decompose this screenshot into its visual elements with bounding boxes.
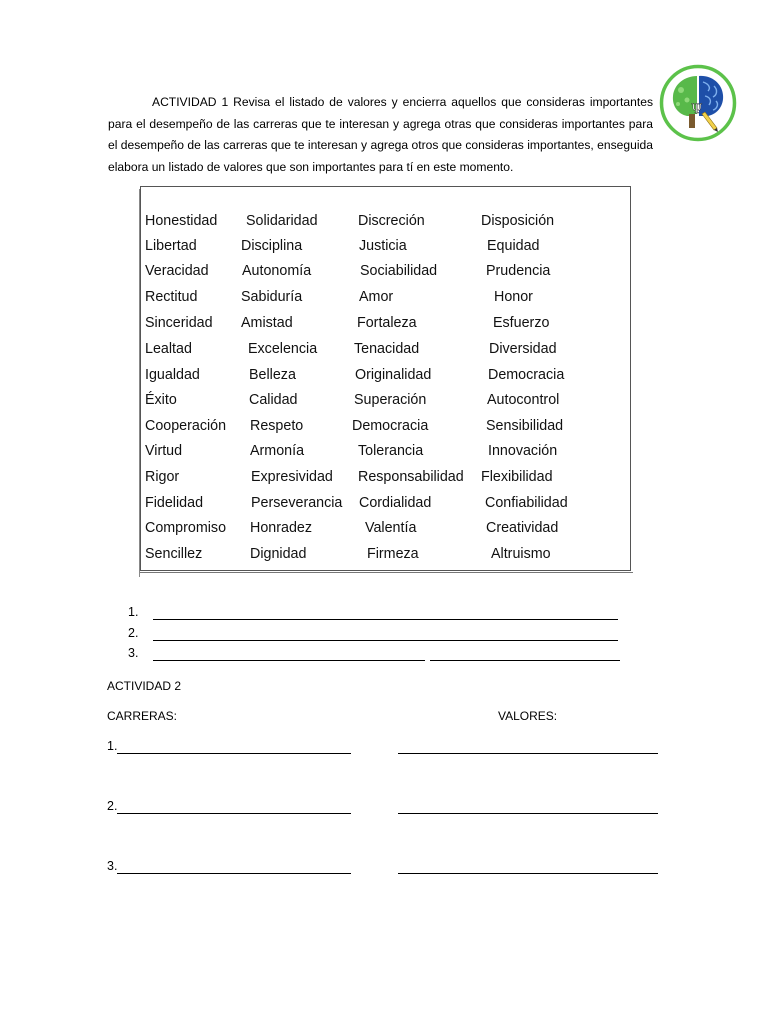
value-word[interactable]: Solidaridad: [246, 213, 318, 229]
value-word[interactable]: Democracia: [488, 367, 565, 383]
value-word[interactable]: Libertad: [145, 238, 197, 254]
value-word[interactable]: Sabiduría: [241, 289, 303, 305]
value-word[interactable]: Valentía: [365, 520, 417, 536]
value-word[interactable]: Tolerancia: [358, 443, 424, 459]
list-item: [128, 605, 628, 626]
activity-1-instructions: [108, 92, 653, 178]
value-word[interactable]: Excelencia: [248, 341, 318, 357]
value-word[interactable]: Sociabilidad: [360, 263, 438, 279]
intro-line: enseguida elabora un listado de valores que son importantes para tí en este momento.: [108, 138, 653, 174]
value-word[interactable]: Amor: [359, 289, 394, 305]
value-word[interactable]: Creatividad: [486, 520, 559, 536]
value-word[interactable]: Superación: [354, 392, 427, 408]
row-number: 2.: [107, 799, 118, 813]
value-word[interactable]: Disposición: [481, 213, 555, 229]
answer-line[interactable]: [153, 660, 425, 661]
value-word[interactable]: Honradez: [250, 520, 312, 536]
value-word[interactable]: Fidelidad: [145, 495, 204, 511]
value-word[interactable]: Honor: [494, 289, 533, 305]
value-word[interactable]: Lealtad: [145, 341, 192, 357]
value-word[interactable]: Rectitud: [145, 289, 198, 305]
numbered-list: [128, 605, 628, 667]
svg-text:Ψ: Ψ: [691, 102, 703, 117]
value-word[interactable]: Discreción: [358, 213, 425, 229]
value-word[interactable]: Expresividad: [251, 469, 333, 485]
value-word[interactable]: Disciplina: [241, 238, 303, 254]
row-number: 3.: [107, 859, 118, 873]
value-word[interactable]: Igualdad: [145, 367, 200, 383]
answer-line[interactable]: [153, 619, 618, 620]
value-word[interactable]: Armonía: [250, 443, 305, 459]
value-word[interactable]: Flexibilidad: [481, 469, 553, 485]
value-word[interactable]: Calidad: [249, 392, 298, 408]
value-word[interactable]: Innovación: [488, 443, 558, 459]
value-word[interactable]: Esfuerzo: [493, 315, 550, 331]
value-word[interactable]: Firmeza: [367, 546, 419, 562]
value-word[interactable]: Belleza: [249, 367, 296, 383]
psychology-logo-icon: [659, 64, 737, 142]
value-word[interactable]: Honestidad: [145, 213, 218, 229]
value-word[interactable]: Diversidad: [489, 341, 557, 357]
value-word[interactable]: Responsabilidad: [358, 469, 464, 485]
value-word[interactable]: Éxito: [145, 392, 177, 408]
valores-heading: VALORES:: [498, 709, 558, 723]
values-line[interactable]: [398, 753, 658, 754]
answer-line[interactable]: [430, 660, 620, 661]
intro-line: para el desempeño de las carreras que te interesan y agrega otras que consideras importantes: [108, 116, 629, 131]
value-word[interactable]: Originalidad: [355, 367, 432, 383]
value-word[interactable]: Virtud: [145, 443, 183, 459]
intro-line: ACTIVIDAD 1 Revisa el listado de valores y encierra aquellos que consideras importantes: [152, 95, 653, 109]
value-word[interactable]: Sinceridad: [145, 315, 213, 331]
career-line[interactable]: [117, 873, 351, 874]
value-word[interactable]: Autonomía: [242, 263, 312, 279]
row-number: 1.: [107, 739, 118, 753]
activity-2-title: ACTIVIDAD 2: [107, 679, 182, 693]
value-word[interactable]: Dignidad: [250, 546, 307, 562]
value-word[interactable]: Respeto: [250, 418, 304, 434]
value-word[interactable]: Justicia: [359, 238, 407, 254]
value-word[interactable]: Democracia: [352, 418, 429, 434]
career-row: [107, 799, 667, 819]
value-word[interactable]: Rigor: [145, 469, 180, 485]
values-line[interactable]: [398, 873, 658, 874]
intro-line: para el desempeño de las carreras que te interesan y agrega otros que consideras importantes,: [108, 116, 653, 152]
answer-line[interactable]: [153, 640, 618, 641]
carreras-heading: CARRERAS:: [107, 709, 178, 723]
career-line[interactable]: [117, 813, 351, 814]
list-number: 3.: [128, 646, 139, 660]
value-word[interactable]: Sencillez: [145, 546, 203, 562]
career-row: [107, 739, 667, 759]
value-word[interactable]: Equidad: [487, 238, 540, 254]
value-word[interactable]: Amistad: [241, 315, 293, 331]
value-word[interactable]: Compromiso: [145, 520, 227, 536]
value-word[interactable]: Cooperación: [145, 418, 227, 434]
value-word[interactable]: Autocontrol: [487, 392, 560, 408]
list-number: 1.: [128, 605, 139, 619]
value-word[interactable]: Sensibilidad: [486, 418, 564, 434]
values-line[interactable]: [398, 813, 658, 814]
list-item: [128, 626, 628, 647]
value-word[interactable]: Veracidad: [145, 263, 209, 279]
career-line[interactable]: [117, 753, 351, 754]
value-word[interactable]: Altruismo: [491, 546, 551, 562]
career-row: [107, 859, 667, 879]
list-item: [128, 646, 628, 667]
value-word[interactable]: Fortaleza: [357, 315, 417, 331]
list-number: 2.: [128, 625, 139, 640]
value-word[interactable]: Prudencia: [486, 263, 551, 279]
value-word[interactable]: Cordialidad: [359, 495, 432, 511]
value-word[interactable]: Perseverancia: [251, 495, 343, 511]
value-word[interactable]: Tenacidad: [354, 341, 420, 357]
value-word[interactable]: Confiabilidad: [485, 495, 568, 511]
